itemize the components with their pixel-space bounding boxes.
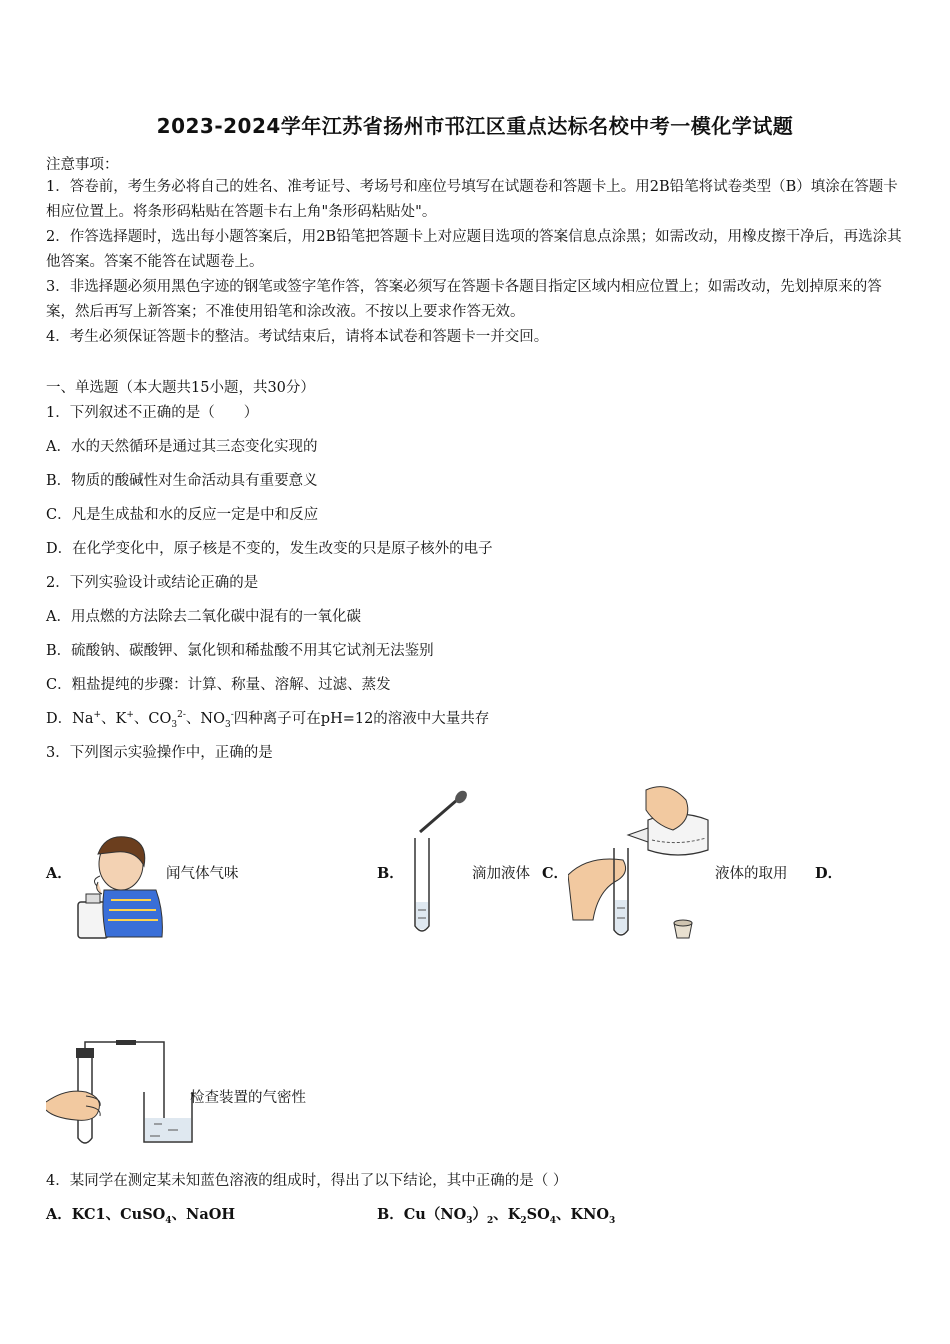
- ion-no3: 、NO: [185, 711, 225, 727]
- q1-option-b: B．物质的酸碱性对生命活动具有重要意义: [46, 473, 318, 489]
- ion-co3-sub: 3: [171, 719, 178, 730]
- page-title: 2023-2024学年江苏省扬州市邗江区重点达标名校中考一模化学试题: [156, 114, 794, 138]
- section-heading: 一、单选题（本大题共15小题，共30分）: [46, 380, 315, 396]
- q3-option-a-letter: A．: [46, 865, 72, 882]
- q3-option-d-caption: 检查装置的气密性: [190, 1090, 306, 1106]
- q4-b-part: ）: [472, 1206, 487, 1223]
- q4-a-sub: 4: [165, 1215, 172, 1226]
- ion-na: Na: [72, 711, 94, 727]
- q4-b-sub: 2: [487, 1215, 494, 1226]
- q3-option-c-letter: C．: [542, 865, 569, 882]
- question-4-stem: 4．某同学在测定某未知蓝色溶液的组成时，得出了以下结论，其中正确的是（ ）: [46, 1173, 568, 1189]
- smell-gas-figure: [76, 832, 166, 942]
- q2-d-prefix: D．: [46, 711, 73, 727]
- q1-option-d: D．在化学变化中，原子核是不变的，发生改变的只是原子核外的电子: [46, 541, 493, 557]
- q3-option-d-letter: D．: [815, 865, 843, 882]
- q4-a-prefix: A．: [46, 1206, 72, 1223]
- dropper-tube-figure: [405, 790, 470, 940]
- q2-option-d: [46, 707, 489, 730]
- pour-liquid-figure: [568, 780, 718, 945]
- q2-option-a: A．用点燃的方法除去二氧化碳中混有的一氧化碳: [46, 609, 361, 625]
- q4-b-part: 、KNO: [556, 1206, 610, 1223]
- q3-option-b-caption: 滴加液体: [472, 866, 530, 882]
- ion-co3: 、CO: [133, 711, 172, 727]
- q4-b-part: Cu（NO: [403, 1206, 467, 1223]
- q4-b-sub: 2: [520, 1215, 527, 1226]
- q4-b-sub: 3: [609, 1215, 616, 1226]
- ion-na-charge: +: [93, 710, 102, 721]
- notice-heading: 注意事项：: [46, 157, 119, 173]
- q2-d-rest: 四种离子可在pH=12的溶液中大量共存: [233, 711, 490, 727]
- ion-k: 、K: [101, 711, 127, 727]
- q2-option-c: C．粗盐提纯的步骤：计算、称量、溶解、过滤、蒸发: [46, 677, 391, 693]
- question-3-stem: 3．下列图示实验操作中，正确的是: [46, 745, 273, 761]
- q4-option-b: [377, 1203, 615, 1226]
- ion-co3-charge: 2-: [177, 710, 186, 721]
- q4-b-part: SO: [526, 1206, 550, 1223]
- notice-item-2: 2．作答选择题时，选出每小题答案后，用2B铅笔把答题卡上对应题目选项的答案信息点涂黑；如需改动，用橡皮擦干净后，再选涂其他答案。答案不能答在试题卷上。: [46, 229, 902, 270]
- q4-b-prefix: B．: [377, 1206, 404, 1223]
- notice-item-4: 4．考生必须保证答题卡的整洁。考试结束后，请将本试卷和答题卡一并交回。: [46, 329, 549, 345]
- ion-k-charge: +: [126, 710, 134, 721]
- q4-option-a: [46, 1203, 235, 1226]
- question-1-stem: 1．下列叙述不正确的是（ ）: [46, 405, 259, 421]
- q4-b-sub: 3: [466, 1215, 473, 1226]
- notice-item-3: 3．非选择题必须用黑色字迹的钢笔或签字笔作答，答案必须写在答题卡各题目指定区域内相应位置上；如需改动，先划掉原来的答案，然后再写上新答案；不准使用铅笔和涂改液。不按以上要求作答无效。: [46, 279, 882, 320]
- airtightness-figure: [46, 1040, 196, 1148]
- q4-b-part: 、K: [493, 1206, 521, 1223]
- q3-option-a-caption: 闻气体气味: [166, 866, 239, 882]
- q1-option-a: A．水的天然循环是通过其三态变化实现的: [46, 439, 318, 455]
- q1-option-c: C．凡是生成盐和水的反应一定是中和反应: [46, 507, 319, 523]
- ion-no3-charge: -: [230, 710, 234, 721]
- question-2-stem: 2．下列实验设计或结论正确的是: [46, 575, 259, 591]
- q4-a-part: KC1、CuSO: [71, 1206, 166, 1223]
- q2-option-b: B．硫酸钠、碳酸钾、氯化钡和稀盐酸不用其它试剂无法鉴别: [46, 643, 434, 659]
- q3-option-c-caption: 液体的取用: [715, 866, 788, 882]
- q4-a-part: 、NaOH: [171, 1206, 236, 1223]
- q3-option-b-letter: B．: [377, 865, 404, 882]
- ion-no3-sub: 3: [225, 719, 231, 730]
- notice-item-1: 1．答卷前，考生务必将自己的姓名、准考证号、考场号和座位号填写在试题卷和答题卡上。用2B铅笔将试卷类型（B）填涂在答题卡相应位置上。将条形码粘贴在答题卡右上角"条形码粘贴处"。: [46, 179, 898, 220]
- q4-b-sub: 4: [549, 1215, 557, 1226]
